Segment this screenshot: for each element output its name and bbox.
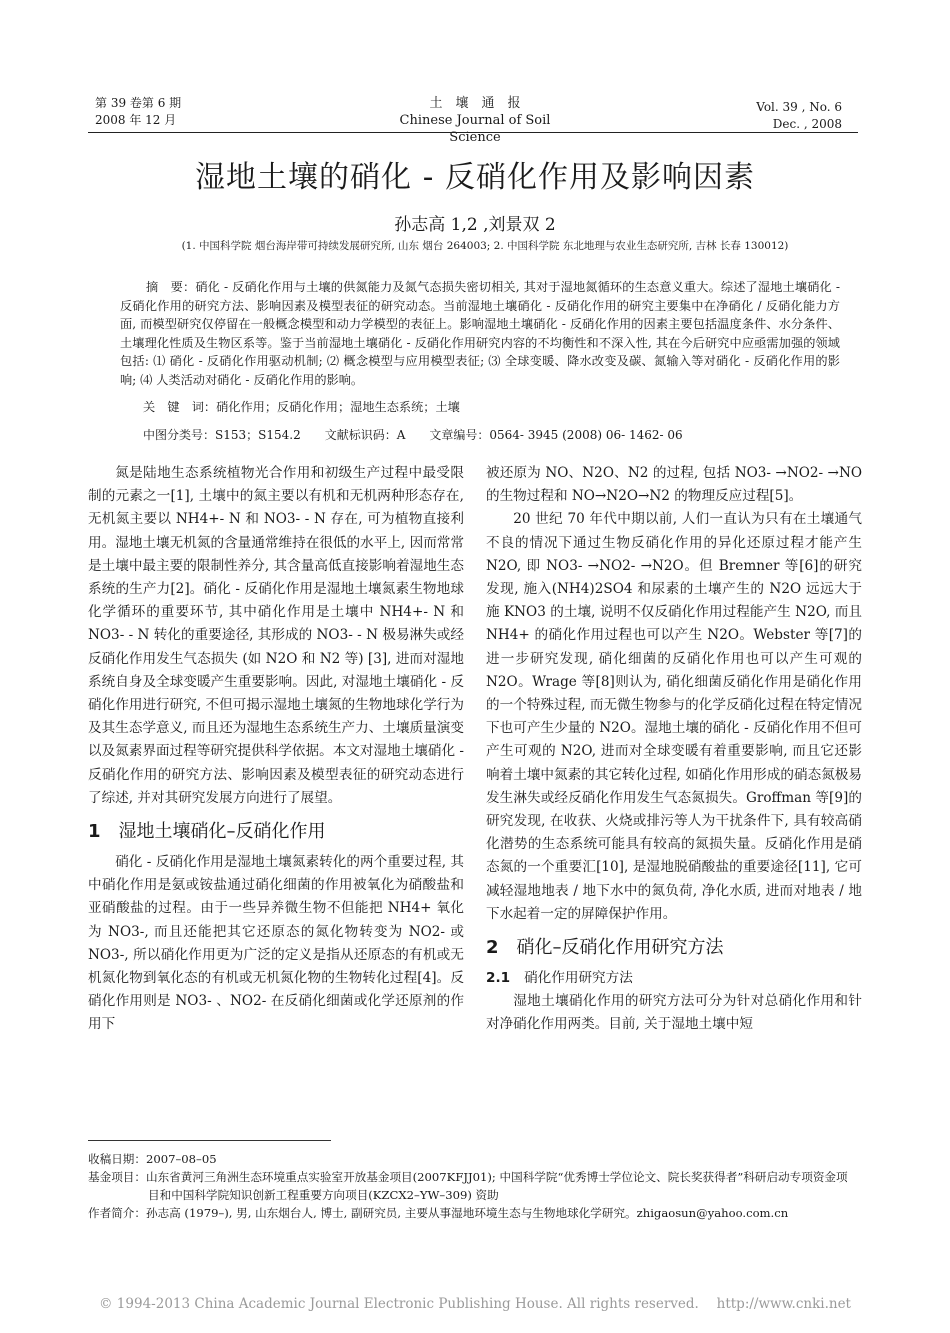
right-column (486, 462, 862, 1036)
abstract (120, 278, 840, 389)
article-authors: 孙志高 1,2 ,刘景双 2 (394, 215, 556, 235)
subsection-2-1-title: 硝化作用研究方法 (524, 970, 633, 987)
issue-volume: 第 39 卷第 6 期 (95, 96, 182, 110)
section-2-number: 2 (486, 937, 499, 959)
intro-paragraph: 氮是陆地生态系统植物光合作用和初级生产过程中最受限制的元素之一[1], 土壤中的氮主要以有机和无机两种形态存在, 无机氮主要以 NH4+- N 和 NO3- - N 存在, 可为植物直接利用。湿地土壤无机氮的含量通常维持在很低的水平上, 因而常常是土壤中最主要的限制性养分, 其含量高低直接影响着湿地生态系统的生产力[2]。硝化 - 反硝化作用是湿地土壤氮素生物地球化学循环的重要环节, 其中硝化作用是土壤中 NH4+- N 和 NO3- - N 转化的重要途径, 其形成的 NO3- - N 极易淋失或经反硝化作用发生气态损失 (如 N2O 和 N2 等) [3], 进而对湿地系统自身及全球变暖产生重要影响。因此, 对湿地土壤硝化 - 反硝化作用进行研究, 不但可揭示湿地土壤氮的生物地球化学行为及其生态学意义, 而且还为湿地生态系统生产力、土壤质量演变以及氮素界面过程等研究提供科学依据。本文对湿地土壤硝化 - 反硝化作用的研究方法、影响因素及模型表征的研究动态进行了综述, 并对其研究发展方向进行了展望。 (88, 465, 464, 806)
subsection-2-1-heading (486, 967, 862, 990)
article-title: 湿地土壤的硝化 - 反硝化作用及影响因素 (195, 160, 755, 195)
section-1-number: 1 (88, 821, 101, 843)
keywords-text: 硝化作用；反硝化作用；湿地生态系统；土壤 (216, 400, 460, 414)
keywords-label: 关 键 词： (143, 400, 217, 414)
footnote-rule (88, 1140, 331, 1141)
issue-info-en (756, 99, 842, 133)
section-1-paragraph: 硝化 - 反硝化作用是湿地土壤氮素转化的两个重要过程, 其中硝化作用是氨或铵盐通过硝化细菌的作用被氧化为硝酸盐和亚硝酸盐的过程。由于一些异养微生物不但能把 NH4+ 氧化为 NO3-, 而且还能把其它还原态的氮化物转变为 NO2- 或 NO3-, 所以硝化作用更为广泛的定义是指从还原态的有机或无机氮化物到氧化态的有机或无机氮化物的生物转化过程[4]。反硝化作用则是 NO3- 、NO2- 在反硝化细菌或化学还原剂的作用下 (88, 854, 464, 1033)
author-bio: 作者简介：孙志高 (1979–), 男, 山东烟台人, 博士, 副研究员, 主要从事湿地环境生态与生物地球化学研究。zhigaosun@yahoo.com.cn (88, 1206, 789, 1220)
journal-name-cn: 土 壤 通 报 (429, 96, 521, 111)
abstract-text: 硝化 - 反硝化作用与土壤的供氮能力及氮气态损失密切相关, 其对于湿地氮循环的生态意义重大。综述了湿地土壤硝化 - 反硝化作用的研究方法、影响因素及模型表征的研究动态。当前湿地土壤硝化 - 反硝化作用的研究主要集中在净硝化 / 反硝化能力方面, 而模型研究仅停留在一般概念模型和动力学模型的表征上。影响湿地土壤硝化 - 反硝化作用的因素主要包括温度条件、水分条件、土壤理化性质及生物区系等。鉴于当前湿地土壤硝化 - 反硝化作用研究内容的不均衡性和不深入性, 其在今后研究中应亟需加强的领域包括: ⑴ 硝化 - 反硝化作用驱动机制; ⑵ 概念模型与应用模型表征; ⑶ 全球变暖、降水改变及碳、氮输入等对硝化 - 反硝化作用的影响; ⑷ 人类活动对硝化 - 反硝化作用的影响。 (120, 280, 841, 387)
footnotes (88, 1150, 858, 1222)
issue-date-en: Dec. , 2008 (772, 117, 842, 131)
fund-note: 基金项目：山东省黄河三角洲生态环境重点实验室开放基金项目(2007KFJJ01); 中国科学院“优秀博士学位论文、院长奖获得者”科研启动专项资金项目和中国科学院知识创新工程重要方向项目(KZCX2–YW–309) 资助 (88, 1170, 848, 1202)
keywords (143, 398, 460, 415)
author-affiliations: (1. 中国科学院 烟台海岸带可持续发展研究所, 山东 烟台 264003; 2. 中国科学院 东北地理与农业生态研究所, 吉林 长春 130012) (181, 240, 789, 252)
section-2-heading (486, 935, 862, 961)
abstract-label: 摘 要： (146, 280, 196, 294)
continued-paragraph: 被还原为 NO、N2O、N2 的过程, 包括 NO3- →NO2- →NO 的生物过程和 NO→N2O→N2 的物理反应过程[5]。 (486, 465, 862, 505)
journal-name (375, 95, 575, 146)
received-date: 收稿日期：2007–08–05 (88, 1152, 217, 1166)
issue-date: 2008 年 12 月 (95, 113, 177, 127)
header-rule (88, 132, 858, 133)
copyright-notice: © 1994-2013 China Academic Journal Electronic Publishing House. All rights reserved. http://www.cnki.net (99, 1296, 851, 1312)
left-column (88, 462, 464, 1037)
section-2-title: 硝化–反硝化作用研究方法 (516, 937, 724, 959)
issue-volume-en: Vol. 39 , No. 6 (756, 100, 842, 114)
classification-line: 中图分类号：S153；S154.2 文献标识码：A 文章编号：0564- 3945 (2008) 06- 1462- 06 (143, 428, 683, 442)
journal-name-en: Chinese Journal of Soil Science (399, 113, 551, 145)
history-paragraph: 20 世纪 70 年代中期以前, 人们一直认为只有在土壤通气不良的情况下通过生物反硝化作用的异化还原过程才能产生 N2O, 即 NO3- →NO2- →N2O。但 Bremner 等[6]的研究发现, 施入(NH4)2SO4 和尿素的土壤产生的 N2O 远远大于施 KNO3 的土壤, 说明不仅反硝化作用过程能产生 N2O, 而且 NH4+ 的硝化作用过程也可以产生 N2O。Webster 等[7]的进一步研究发现, 硝化细菌的反硝化作用也可以产生可观的 N2O。Wrage 等[8]则认为, 硝化细菌反硝化作用是硝化作用的一个特殊过程, 而无微生物参与的化学反硝化过程在特定情况下也可产生少量的 N2O。湿地土壤的硝化 - 反硝化作用不但可产生可观的 N2O, 进而对全球变暖有着重要影响, 而且它还影响着土壤中氮素的其它转化过程, 如硝化作用形成的硝态氮极易发生淋失或经反硝化作用发生气态氮损失。Groffman 等[9]的研究发现, 在收获、火烧或排污等人为干扰条件下, 具有较高硝化潜势的生态系统可能具有较高的氮损失量。反硝化作用是硝态氮的一个重要汇[10], 是湿地脱硝酸盐的重要途径[11], 它可减轻湿地地表 / 地下水中的氮负荷, 净化水质, 进而对地表 / 地下水起着一定的屏障保护作用。 (486, 511, 862, 922)
issue-info (95, 95, 181, 129)
methods-paragraph: 湿地土壤硝化作用的研究方法可分为针对总硝化作用和针对净硝化作用两类。目前, 关于湿地土壤中短 (486, 993, 862, 1033)
subsection-2-1-number: 2.1 (486, 970, 511, 987)
section-1-title: 湿地土壤硝化–反硝化作用 (118, 821, 326, 843)
section-1-heading (88, 819, 464, 845)
